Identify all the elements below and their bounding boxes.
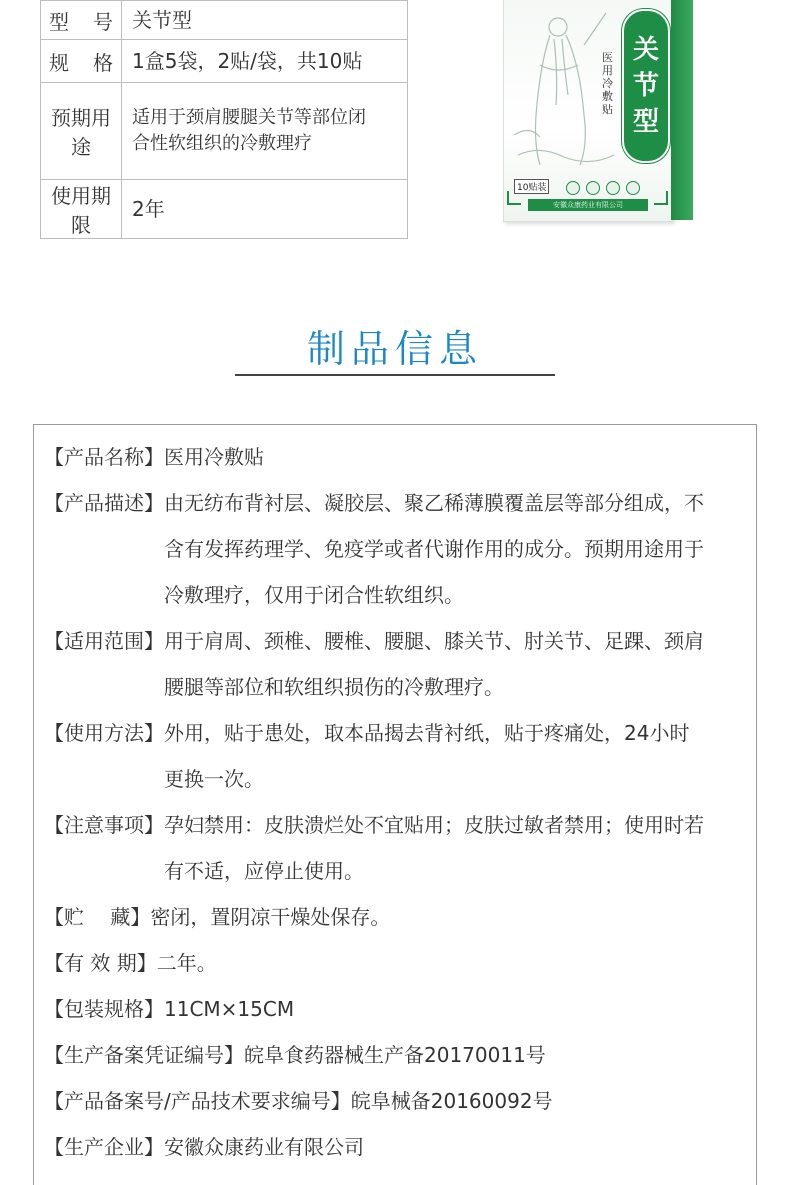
info-scope-line2: 腰腿等部位和软组织损伤的冷敷理疗。	[164, 675, 504, 699]
info-product-description-label: 【产品描述】	[44, 491, 164, 515]
corner-ornament-right	[654, 191, 668, 205]
spec-row-spec	[41, 40, 408, 83]
spec-row-shelf-life	[41, 180, 408, 239]
info-usage	[44, 710, 744, 802]
feature-icon-1	[566, 181, 580, 195]
info-product-name-value: 医用冷敷贴	[164, 445, 264, 469]
section-title: 制品信息	[306, 327, 483, 371]
info-manufacturer-label: 【生产企业】	[44, 1135, 164, 1159]
info-product-name-label: 【产品名称】	[44, 445, 164, 469]
feature-icon-2	[586, 181, 600, 195]
maker-strip: 安徽众康药业有限公司	[528, 199, 648, 211]
info-storage-label: 【贮 藏】	[44, 905, 151, 929]
info-product-filing-value: 皖阜械备20160092号	[350, 1089, 553, 1113]
info-product-name	[44, 434, 744, 480]
badge-char-1: 关	[632, 35, 659, 65]
feature-icons	[566, 181, 640, 195]
spec-key-model	[41, 1, 122, 40]
info-usage-line2: 更换一次。	[164, 767, 264, 791]
info-product-filing-label: 【产品备案号/产品技术要求编号】	[44, 1089, 351, 1113]
product-box-side	[671, 0, 693, 220]
info-package	[44, 986, 744, 1032]
info-validity-label: 【有 效 期】	[44, 951, 157, 975]
section-title-underline	[235, 374, 555, 376]
info-product-description	[44, 480, 744, 618]
info-cautions-value	[164, 802, 744, 894]
spec-value-shelf-life: 2年	[122, 180, 408, 239]
spec-key-spec-char1: 规	[49, 50, 69, 75]
count-tag: 10贴装	[514, 179, 549, 194]
spec-value-spec: 1盒5袋，2贴/袋，共10贴	[122, 40, 408, 83]
badge-char-2: 节	[632, 71, 659, 101]
type-badge	[622, 9, 670, 163]
info-usage-label: 【使用方法】	[44, 721, 164, 745]
info-product-description-line1: 由无纺布背衬层、凝胶层、聚乙稀薄膜覆盖层等部分组成，不	[164, 491, 704, 515]
info-cautions-line1: 孕妇禁用：皮肤溃烂处不宜贴用；皮肤过敏者禁用；使用时若	[164, 813, 704, 837]
spec-key-spec	[41, 40, 122, 83]
info-cautions-line2: 有不适，应停止使用。	[164, 859, 364, 883]
info-storage-value: 密闭，置阴凉干燥处保存。	[150, 905, 391, 929]
spec-value-intended-use-line1: 适用于颈肩腰腿关节等部位闭	[132, 107, 366, 128]
info-product-description-line2: 含有发挥药理学、免疫学或者代谢作用的成分。预期用途用于	[164, 537, 704, 561]
info-validity	[44, 940, 744, 986]
info-storage	[44, 894, 744, 940]
spec-row-model	[41, 1, 408, 40]
badge-char-3: 型	[632, 107, 659, 137]
spec-key-spec-char2: 格	[93, 50, 113, 75]
spec-value-model: 关节型	[122, 1, 408, 40]
spec-table	[40, 0, 408, 239]
feature-icon-4	[626, 181, 640, 195]
product-box-image	[503, 0, 683, 226]
info-usage-value	[164, 710, 744, 802]
info-manufacturer-value: 安徽众康药业有限公司	[164, 1135, 364, 1159]
info-package-label: 【包装规格】	[44, 997, 164, 1021]
vertical-subtitle: 医用冷敷贴	[602, 51, 613, 116]
info-usage-line1: 外用，贴于患处，取本品揭去背衬纸，贴于疼痛处，24小时	[164, 721, 690, 745]
info-scope	[44, 618, 744, 710]
spec-value-intended-use	[122, 83, 408, 180]
spec-key-model-char2: 号	[93, 9, 113, 34]
info-cautions-label: 【注意事项】	[44, 813, 164, 837]
info-production-cert-label: 【生产备案凭证编号】	[44, 1043, 244, 1067]
info-production-cert-value: 皖阜食药器械生产备20170011号	[244, 1043, 546, 1067]
info-scope-line1: 用于肩周、颈椎、腰椎、腰腿、膝关节、肘关节、足踝、颈肩	[164, 629, 704, 653]
product-box-front	[503, 0, 673, 222]
info-validity-value: 二年。	[156, 951, 217, 975]
info-manufacturer	[44, 1124, 744, 1170]
info-product-description-line3: 冷敷理疗，仅用于闭合性软组织。	[164, 583, 464, 607]
info-list	[44, 434, 744, 1170]
info-scope-value	[164, 618, 744, 710]
spec-key-shelf-life: 使用期限	[41, 180, 122, 239]
spec-value-intended-use-line2: 合性软组织的冷敷理疗	[132, 133, 312, 154]
info-production-cert	[44, 1032, 744, 1078]
info-scope-label: 【适用范围】	[44, 629, 164, 653]
spec-row-intended-use	[41, 83, 408, 180]
info-package-value: 11CM×15CM	[164, 997, 295, 1021]
spec-key-model-char1: 型	[49, 9, 69, 34]
feature-icon-3	[606, 181, 620, 195]
info-cautions	[44, 802, 744, 894]
info-product-filing	[44, 1078, 744, 1124]
corner-ornament-left	[507, 191, 521, 205]
info-product-description-value	[164, 480, 744, 618]
spec-key-intended-use: 预期用途	[41, 83, 122, 180]
